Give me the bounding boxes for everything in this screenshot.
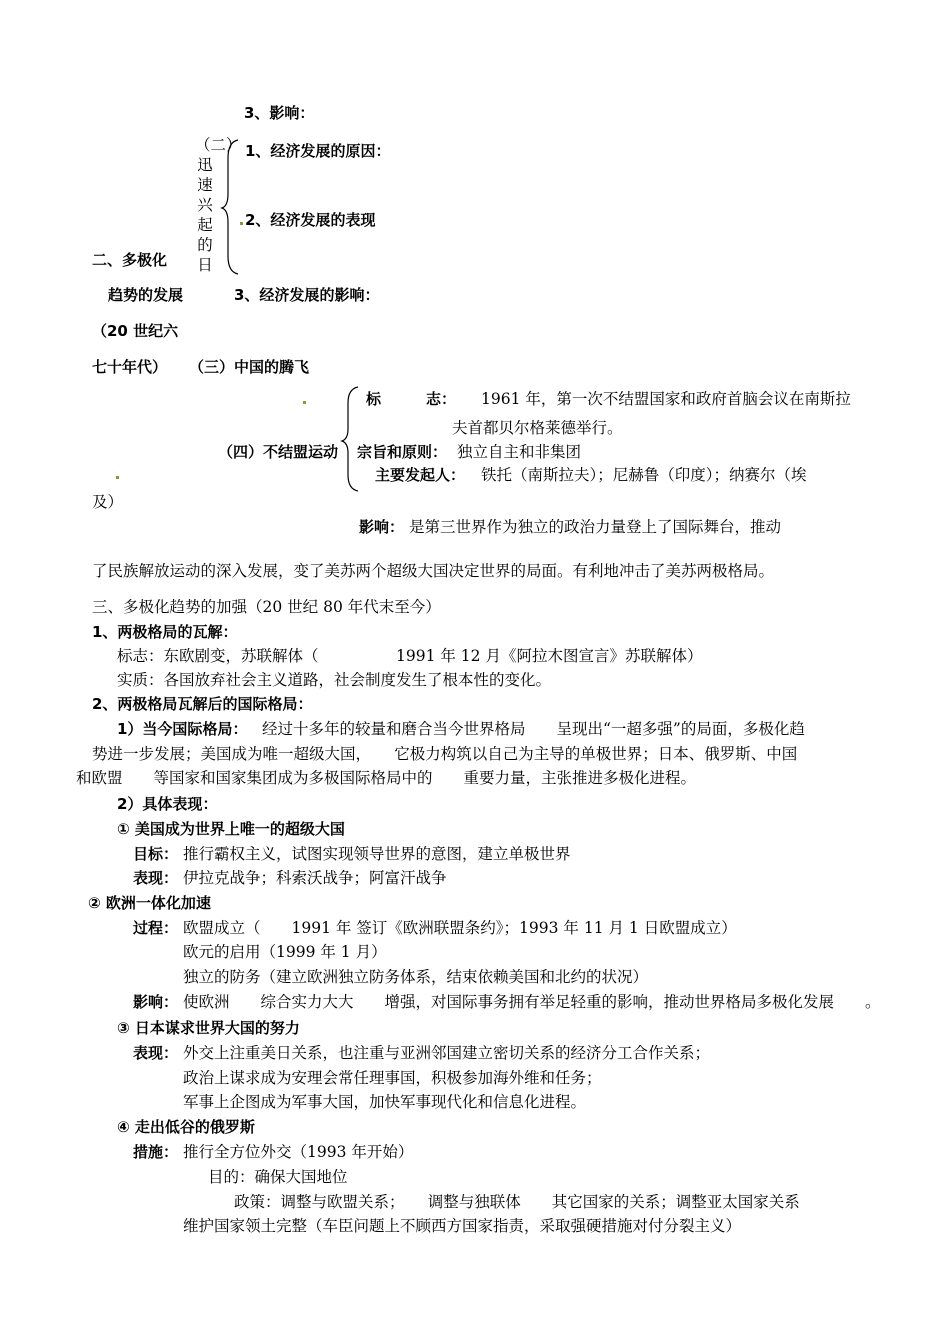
p2-impact-label: 影响： [133, 993, 179, 1011]
period-a: （20 世纪六 [92, 322, 179, 340]
nam-sign-text: 1961 年，第一次不结盟国家和政府首脑会议在南斯拉 [481, 390, 851, 408]
p2-euro: 欧元的启用（1999 年 1 月） [183, 943, 387, 961]
p4-goal: 目的：确保大国地位 [208, 1168, 348, 1186]
nam-impact-text: 是第三世界作为独立的政治力量登上了国际舞台，推动 [409, 518, 782, 536]
nam-founders-label: 主要发起人： [375, 466, 466, 484]
s3-h1: 1、两极格局的瓦解： [92, 623, 238, 641]
s3-h2-1-text3: 和欧盟 等国家和国家集团成为多极国际格局中的 重要力量，主张推进多极化进程。 [76, 769, 697, 787]
s3-h2-2: 2）具体表现： [117, 795, 218, 813]
nam-principle-label: 宗旨和原则： [357, 443, 448, 461]
china-heading: （三）中国的腾飞 [189, 358, 310, 376]
p3-show-label: 表现： [133, 1044, 179, 1062]
nam-founders-text: 铁托（南斯拉夫）；尼赫鲁（印度）；纳赛尔（埃 [481, 466, 807, 484]
influence-heading: 3、影响： [244, 104, 315, 122]
nam-sign-text2: 夫首都贝尔格莱德举行。 [452, 419, 623, 437]
period-b: 七十年代） [92, 358, 168, 376]
p4-measure: 推行全方位外交（1993 年开始） [183, 1143, 414, 1161]
s3-h2-1-text: 经过十多年的较量和磨合当今世界格局 呈现出“一超多强”的局面，多极化趋 [262, 720, 805, 738]
p3-show3: 军事上企图成为军事大国，加快军事现代化和信息化进程。 [183, 1093, 587, 1111]
p1-title: ① 美国成为世界上唯一的超级大国 [117, 820, 345, 838]
nam-impact-label: 影响： [359, 518, 405, 536]
p3-show2: 政治上谋求成为安理会常任理事国，积极参加海外维和任务； [183, 1069, 602, 1087]
section3-title: 三、多极化趋势的加强（20 世纪 80 年代末至今） [92, 598, 441, 616]
p2-title: ② 欧洲一体化加速 [88, 894, 211, 912]
marker-dot [116, 476, 119, 479]
econ-impact-heading: 3、经济发展的影响： [234, 286, 380, 304]
p2-process: 欧盟成立（ 1991 年 签订《欧洲联盟条约》；1993 年 11 月 1 日欧盟成立） [183, 919, 737, 937]
s3-h2-1-label: 1）当今国际格局： [117, 720, 248, 738]
p1-show: 伊拉克战争；科索沃战争；阿富汗战争 [183, 869, 447, 887]
p2-impact: 使欧洲 综合实力大大 增强，对国际事务拥有举足轻重的影响，推动世界格局多极化发展 。 [183, 993, 881, 1011]
p2-process-label: 过程： [133, 919, 179, 937]
vertical-label-japan: （二）迅速兴起的日 [195, 136, 242, 274]
p1-show-label: 表现： [133, 869, 179, 887]
p4-territory: 维护国家领土完整（车臣问题上不顾西方国家指责，采取强硬措施对付分裂主义） [183, 1217, 742, 1235]
p1-goal-label: 目标： [133, 845, 179, 863]
p1-goal: 推行霸权主义，试图实现领导世界的意图，建立单极世界 [183, 845, 571, 863]
marker-dot [303, 401, 306, 404]
p3-show1: 外交上注重美日关系，也注重与亚洲邻国建立密切关系的经济分工合作关系； [183, 1044, 711, 1062]
p4-policy: 政策：调整与欧盟关系； 调整与独联体 其它国家的关系；调整亚太国家关系 [234, 1193, 800, 1211]
s3-h2-1-text2: 势进一步发展；美国成为唯一超级大国， 它极力构筑以自己为主导的单极世界；日本、俄罗斯、中国 [92, 745, 798, 763]
s3-h1-essence: 实质：各国放弃社会主义道路，社会制度发生了根本性的变化。 [117, 671, 552, 689]
nam-title: （四）不结盟运动 [218, 443, 339, 461]
marker-dot [240, 222, 243, 225]
nam-principle-text: 独立自主和非集团 [457, 443, 582, 461]
section2-title-a: 二、多极化 [92, 251, 168, 269]
p3-title: ③ 日本谋求世界大国的努力 [117, 1019, 300, 1037]
p2-defense: 独立的防务（建立欧洲独立防务体系，结束依赖美国和北约的状况） [183, 968, 649, 986]
left-brace [222, 138, 242, 278]
p4-title: ④ 走出低谷的俄罗斯 [117, 1118, 255, 1136]
econ-show-heading: 2、经济发展的表现 [245, 211, 376, 229]
s3-h1-sign: 标志：东欧剧变，苏联解体（ 1991 年 12 月《阿拉木图宣言》苏联解体） [117, 647, 703, 665]
s3-h2: 2、两极格局瓦解后的国际格局： [92, 695, 313, 713]
nam-founders-text2: 及） [92, 493, 124, 511]
econ-reason-heading: 1、经济发展的原因： [245, 142, 391, 160]
nam-brace [342, 385, 362, 493]
nam-impact-text2: 了民族解放运动的深入发展，变了美苏两个超级大国决定世界的局面。有利地冲击了美苏两极格局。 [92, 562, 775, 580]
section2-title-b: 趋势的发展 [108, 286, 184, 304]
p4-measure-label: 措施： [133, 1143, 179, 1161]
nam-sign-label: 标 志： [366, 390, 457, 408]
